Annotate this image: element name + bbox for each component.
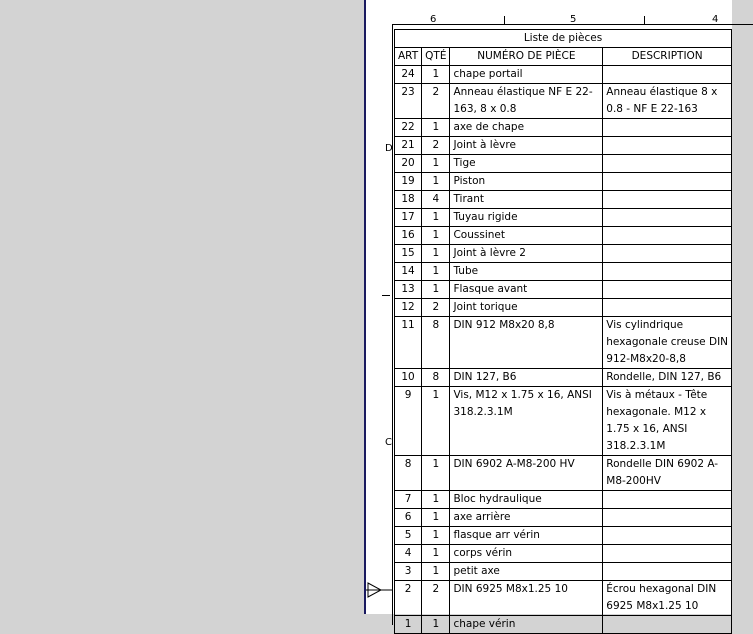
row-description <box>603 191 732 209</box>
zone-label-c: C <box>385 437 392 448</box>
row-part-number: chape portail <box>450 66 603 84</box>
zone-label-5: 5 <box>570 14 577 25</box>
zone-tick <box>504 16 505 24</box>
table-row <box>395 263 732 281</box>
row-qty: 1 <box>422 227 450 245</box>
table-row <box>395 191 732 209</box>
table-row <box>395 545 732 563</box>
row-qty: 1 <box>422 616 450 634</box>
row-qty: 2 <box>422 84 450 119</box>
row-part-number: Piston <box>450 173 603 191</box>
table-row <box>395 173 732 191</box>
row-part-number: chape vérin <box>450 616 603 634</box>
row-description: Vis cylindrique hexagonale creuse DIN 912-M8x20-8,8 <box>603 317 732 369</box>
table-row <box>395 155 732 173</box>
row-description <box>603 616 732 634</box>
drawing-sheet <box>364 0 732 630</box>
row-description <box>603 545 732 563</box>
row-art: 24 <box>395 66 422 84</box>
row-qty: 2 <box>422 137 450 155</box>
row-qty: 1 <box>422 527 450 545</box>
row-part-number: Tirant <box>450 191 603 209</box>
row-art: 11 <box>395 317 422 369</box>
row-art: 8 <box>395 456 422 491</box>
row-art: 22 <box>395 119 422 137</box>
row-part-number: Flasque avant <box>450 281 603 299</box>
row-qty: 1 <box>422 119 450 137</box>
row-qty: 1 <box>422 281 450 299</box>
table-row <box>395 227 732 245</box>
row-art: 19 <box>395 173 422 191</box>
row-description: Anneau élastique 8 x 0.8 - NF E 22-163 <box>603 84 732 119</box>
row-art: 1 <box>395 616 422 634</box>
row-description <box>603 491 732 509</box>
table-row <box>395 456 732 491</box>
row-art: 9 <box>395 387 422 456</box>
row-qty: 1 <box>422 387 450 456</box>
center-mark-arrow-icon <box>366 580 392 600</box>
row-description <box>603 563 732 581</box>
row-description <box>603 155 732 173</box>
table-row <box>395 527 732 545</box>
table-row <box>395 84 732 119</box>
row-description: Rondelle DIN 6902 A-M8-200HV <box>603 456 732 491</box>
row-description <box>603 66 732 84</box>
zone-label-d: D <box>385 143 393 154</box>
row-art: 4 <box>395 545 422 563</box>
row-part-number: Bloc hydraulique <box>450 491 603 509</box>
table-row <box>395 66 732 84</box>
row-part-number: DIN 6925 M8x1.25 10 <box>450 581 603 616</box>
row-description <box>603 137 732 155</box>
header-part-number: NUMÉRO DE PIÈCE <box>450 48 603 66</box>
row-art: 10 <box>395 369 422 387</box>
row-description: Écrou hexagonal DIN 6925 M8x1.25 10 <box>603 581 732 616</box>
row-art: 5 <box>395 527 422 545</box>
row-part-number: axe de chape <box>450 119 603 137</box>
table-row <box>395 299 732 317</box>
row-qty: 1 <box>422 509 450 527</box>
table-header-row <box>395 48 732 66</box>
row-part-number: Joint torique <box>450 299 603 317</box>
row-description <box>603 281 732 299</box>
zone-tick <box>382 295 390 296</box>
row-part-number: Joint à lèvre 2 <box>450 245 603 263</box>
row-description <box>603 173 732 191</box>
row-qty: 2 <box>422 299 450 317</box>
row-qty: 2 <box>422 581 450 616</box>
row-art: 20 <box>395 155 422 173</box>
row-qty: 8 <box>422 317 450 369</box>
row-qty: 1 <box>422 491 450 509</box>
row-description <box>603 263 732 281</box>
row-description <box>603 299 732 317</box>
row-description <box>603 209 732 227</box>
parts-list-body <box>395 66 732 634</box>
row-art: 16 <box>395 227 422 245</box>
row-part-number: Coussinet <box>450 227 603 245</box>
table-row <box>395 581 732 616</box>
table-row <box>395 369 732 387</box>
row-qty: 1 <box>422 245 450 263</box>
row-art: 12 <box>395 299 422 317</box>
row-art: 13 <box>395 281 422 299</box>
row-art: 2 <box>395 581 422 616</box>
parts-list-title: Liste de pièces <box>395 30 732 48</box>
table-row <box>395 317 732 369</box>
row-qty: 1 <box>422 263 450 281</box>
row-qty: 8 <box>422 369 450 387</box>
row-art: 21 <box>395 137 422 155</box>
table-row <box>395 387 732 456</box>
row-qty: 4 <box>422 191 450 209</box>
table-row <box>395 209 732 227</box>
row-part-number: Anneau élastique NF E 22-163, 8 x 0.8 <box>450 84 603 119</box>
row-part-number: Tuyau rigide <box>450 209 603 227</box>
header-qty: QTÉ <box>422 48 450 66</box>
row-description <box>603 245 732 263</box>
zone-label-4: 4 <box>712 14 719 25</box>
row-description: Rondelle, DIN 127, B6 <box>603 369 732 387</box>
zone-tick <box>644 16 645 24</box>
row-art: 15 <box>395 245 422 263</box>
row-art: 3 <box>395 563 422 581</box>
zone-label-6: 6 <box>430 14 437 25</box>
table-row <box>395 137 732 155</box>
header-art: ART <box>395 48 422 66</box>
row-qty: 1 <box>422 456 450 491</box>
row-part-number: axe arrière <box>450 509 603 527</box>
row-description <box>603 509 732 527</box>
table-row <box>395 119 732 137</box>
row-description <box>603 527 732 545</box>
table-row <box>395 281 732 299</box>
row-part-number: DIN 127, B6 <box>450 369 603 387</box>
table-row <box>395 563 732 581</box>
row-part-number: DIN 912 M8x20 8,8 <box>450 317 603 369</box>
row-part-number: petit axe <box>450 563 603 581</box>
table-row <box>395 616 732 634</box>
row-description: Vis à métaux - Tête hexagonale. M12 x 1.75 x 16, ANSI 318.2.3.1M <box>603 387 732 456</box>
row-qty: 1 <box>422 173 450 191</box>
table-row <box>395 491 732 509</box>
table-row <box>395 509 732 527</box>
row-art: 14 <box>395 263 422 281</box>
row-art: 23 <box>395 84 422 119</box>
row-part-number: Joint à lèvre <box>450 137 603 155</box>
row-description <box>603 119 732 137</box>
row-part-number: corps vérin <box>450 545 603 563</box>
row-part-number: DIN 6902 A-M8-200 HV <box>450 456 603 491</box>
row-qty: 1 <box>422 563 450 581</box>
row-part-number: flasque arr vérin <box>450 527 603 545</box>
row-art: 7 <box>395 491 422 509</box>
row-part-number: Vis, M12 x 1.75 x 16, ANSI 318.2.3.1M <box>450 387 603 456</box>
row-art: 6 <box>395 509 422 527</box>
row-art: 17 <box>395 209 422 227</box>
row-qty: 1 <box>422 155 450 173</box>
row-part-number: Tube <box>450 263 603 281</box>
row-part-number: Tige <box>450 155 603 173</box>
parts-list-table <box>394 29 732 634</box>
row-qty: 1 <box>422 209 450 227</box>
row-art: 18 <box>395 191 422 209</box>
table-row <box>395 245 732 263</box>
row-description <box>603 227 732 245</box>
row-qty: 1 <box>422 66 450 84</box>
row-qty: 1 <box>422 545 450 563</box>
header-description: DESCRIPTION <box>603 48 732 66</box>
